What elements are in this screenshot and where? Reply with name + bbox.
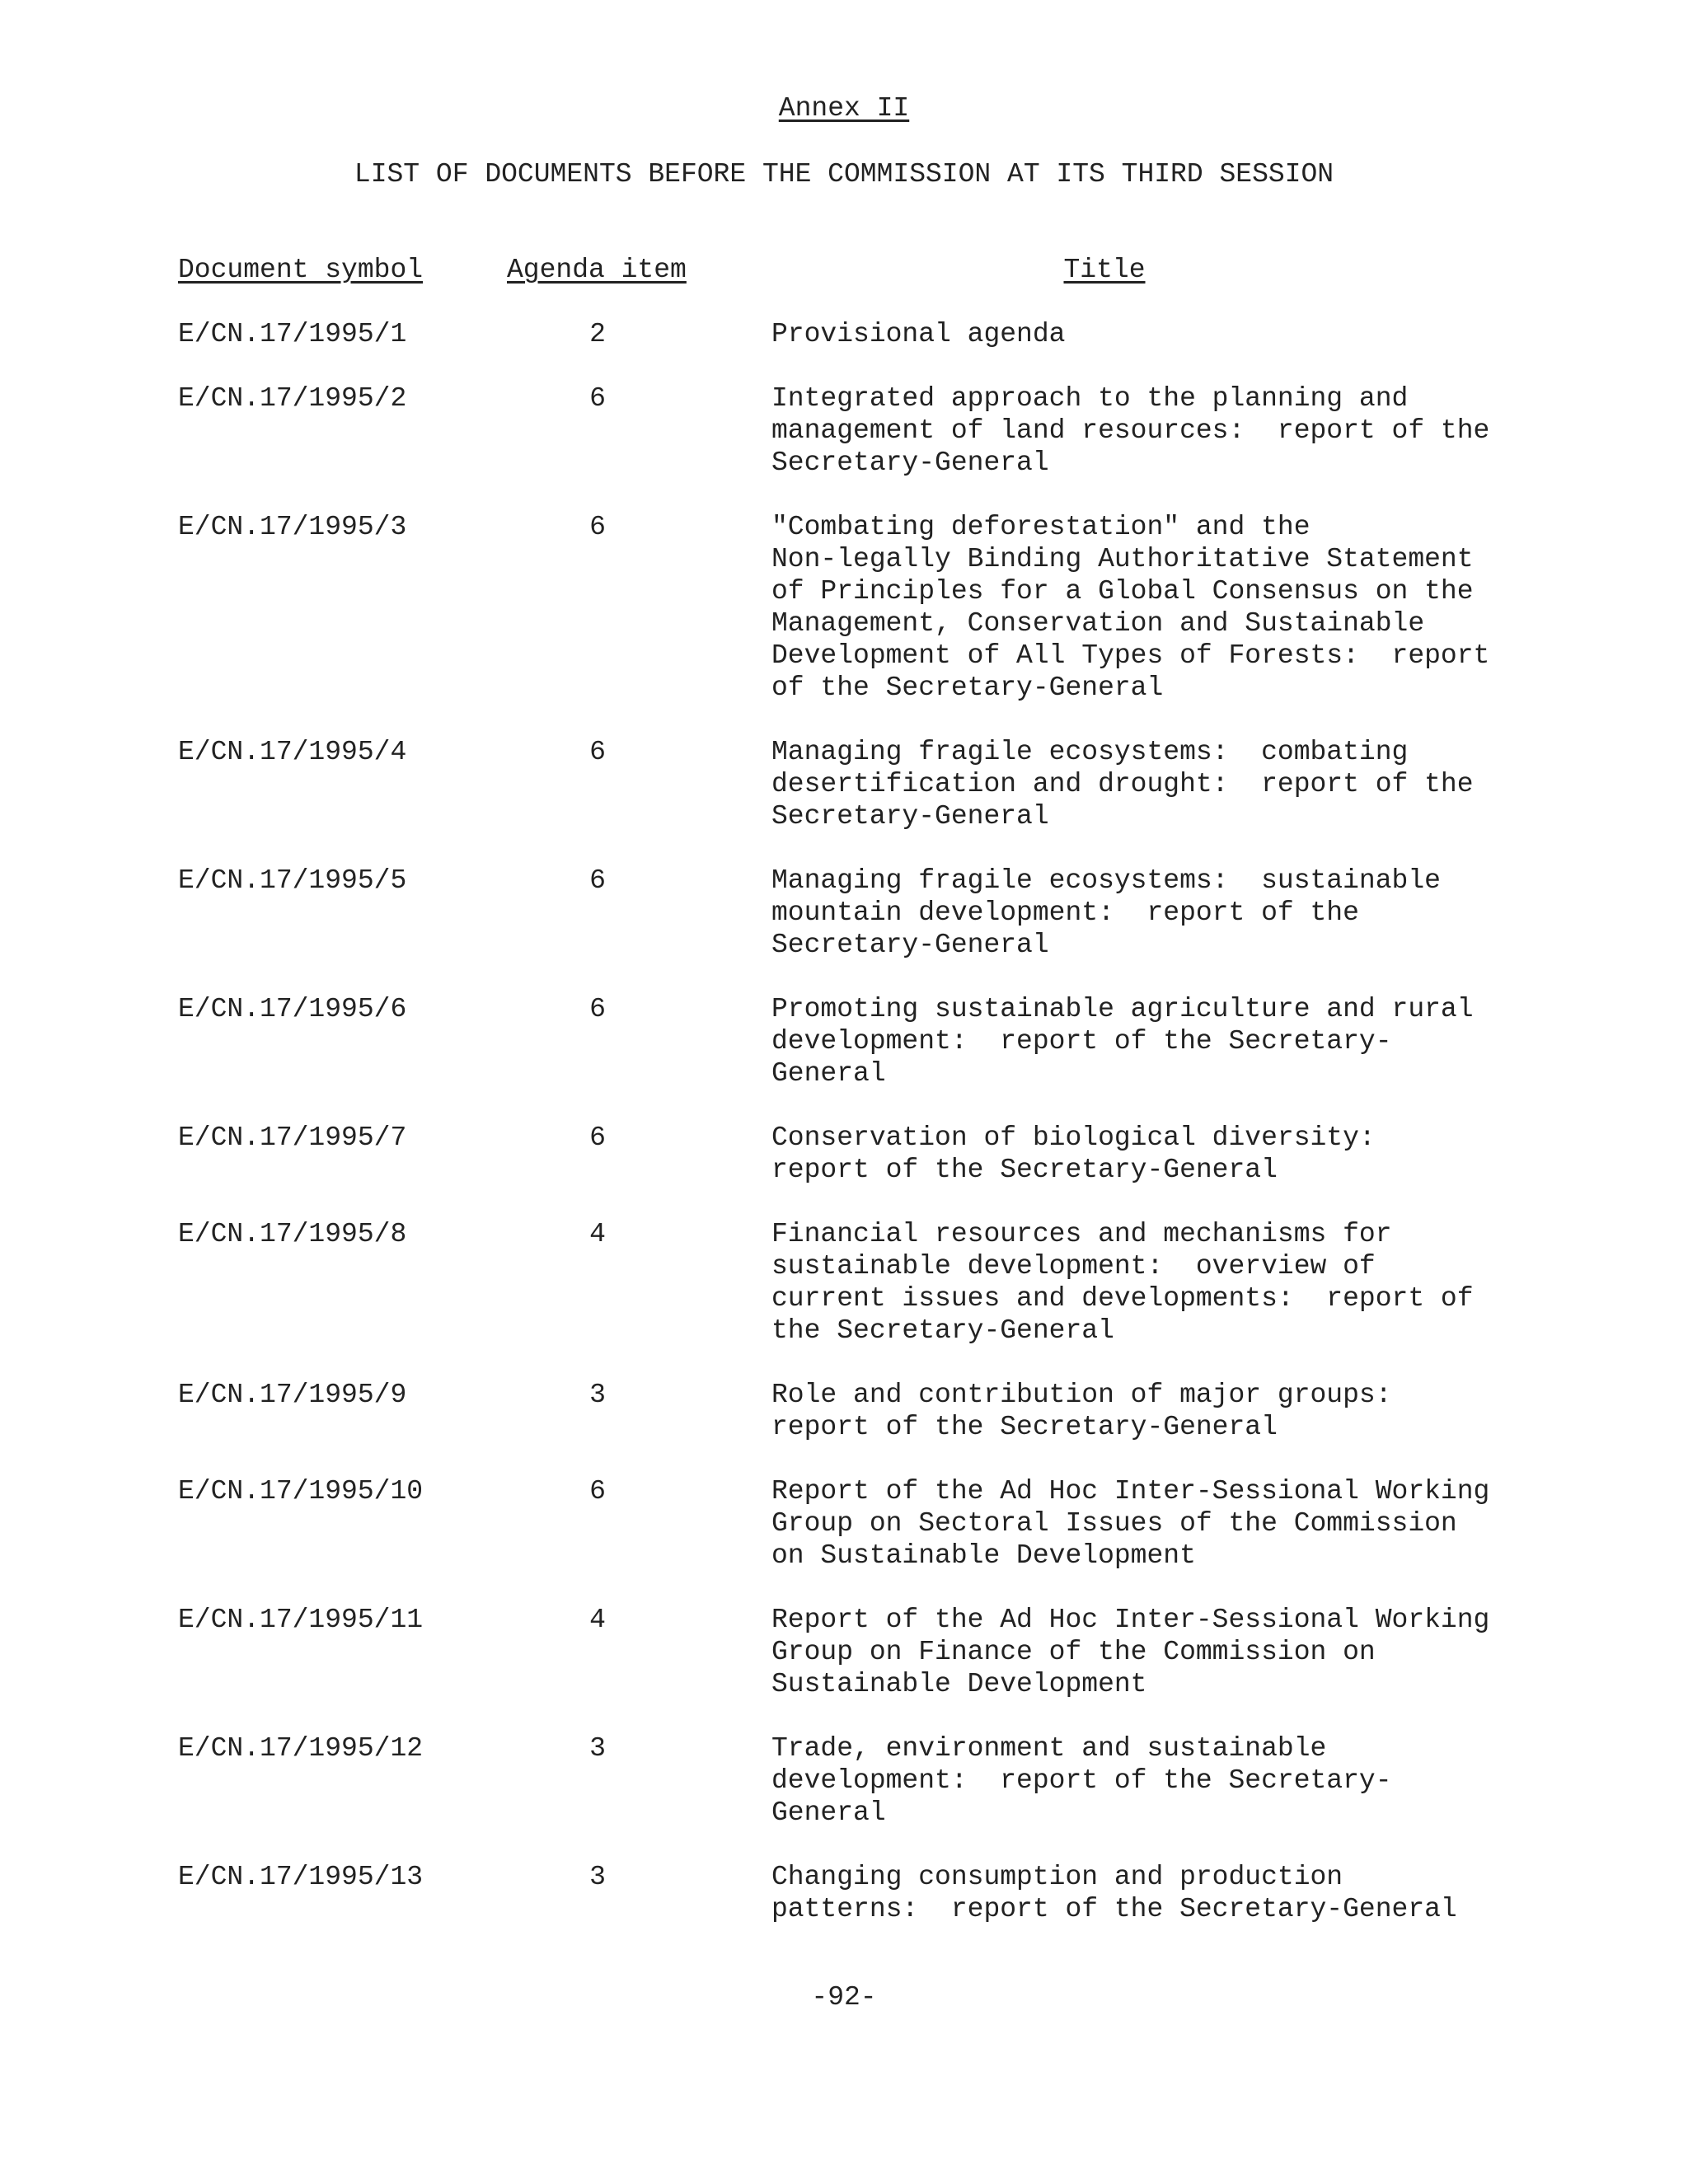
document-title: Managing fragile ecosystems: sustainable mountain development: report of the Secretary-General: [771, 865, 1441, 960]
column-header-agenda-item: Agenda item: [507, 255, 687, 285]
document-list: [0, 318, 1688, 1957]
agenda-item: 3: [589, 1733, 606, 1764]
document-row: [0, 318, 1688, 350]
document-title: Report of the Ad Hoc Inter-Sessional Working Group on Sectoral Issues of the Commission on Sustainable Development: [771, 1476, 1490, 1571]
document-row: [0, 511, 1688, 704]
document-title: "Combating deforestation" and the Non-legally Binding Authoritative Statement of Principles for a Global Consensus on the Management, Conservation and Sustainable Development of All Types of Forests: report of the Secretary-General: [771, 512, 1490, 703]
document-symbol: E/CN.17/1995/11: [178, 1605, 424, 1635]
agenda-item: 6: [589, 1122, 606, 1153]
agenda-item: 4: [589, 1605, 606, 1635]
document-row: [0, 1604, 1688, 1700]
agenda-item: 2: [589, 319, 606, 349]
column-header-title: Title: [1063, 255, 1146, 285]
document-symbol: E/CN.17/1995/12: [178, 1733, 424, 1764]
document-row: [0, 1475, 1688, 1572]
agenda-item: 6: [589, 1476, 606, 1507]
agenda-item: 6: [589, 512, 606, 542]
document-symbol: E/CN.17/1995/13: [178, 1862, 424, 1892]
column-headers: [0, 254, 1688, 287]
document-title: Trade, environment and sustainable development: report of the Secretary- General: [771, 1733, 1392, 1828]
document-row: [0, 1732, 1688, 1829]
document-symbol: E/CN.17/1995/6: [178, 994, 407, 1024]
document-symbol: E/CN.17/1995/1: [178, 319, 407, 349]
page-number: -92-: [811, 1982, 877, 2013]
document-row: [0, 736, 1688, 832]
document-title: Changing consumption and production patterns: report of the Secretary-General: [771, 1862, 1457, 1924]
document-row: [0, 1379, 1688, 1443]
agenda-item: 3: [589, 1862, 606, 1892]
document-title: Integrated approach to the planning and management of land resources: report of the Secretary-General: [771, 383, 1490, 478]
document-symbol: E/CN.17/1995/3: [178, 512, 407, 542]
agenda-item: 6: [589, 994, 606, 1024]
document-symbol: E/CN.17/1995/8: [178, 1219, 407, 1249]
document-row: [0, 1861, 1688, 1925]
document-row: [0, 865, 1688, 961]
document-title: Role and contribution of major groups: report of the Secretary-General: [771, 1380, 1392, 1442]
agenda-item: 4: [589, 1219, 606, 1249]
agenda-item: 6: [589, 383, 606, 414]
document-title: Report of the Ad Hoc Inter-Sessional Working Group on Finance of the Commission on Sustainable Development: [771, 1605, 1490, 1699]
document-symbol: E/CN.17/1995/4: [178, 737, 407, 767]
document-row: [0, 1122, 1688, 1186]
page-title: LIST OF DOCUMENTS BEFORE THE COMMISSION AT ITS THIRD SESSION: [354, 159, 1334, 190]
document-title: Conservation of biological diversity: report of the Secretary-General: [771, 1122, 1376, 1185]
document-title: Promoting sustainable agriculture and rural development: report of the Secretary- General: [771, 994, 1474, 1089]
document-symbol: E/CN.17/1995/7: [178, 1122, 407, 1153]
document-symbol: E/CN.17/1995/2: [178, 383, 407, 414]
document-symbol: E/CN.17/1995/9: [178, 1380, 407, 1410]
annex-heading: Annex II: [778, 93, 910, 124]
column-header-document-symbol: Document symbol: [178, 255, 424, 285]
document-title: Managing fragile ecosystems: combating desertification and drought: report of the Secretary-General: [771, 737, 1474, 832]
document-symbol: E/CN.17/1995/5: [178, 865, 407, 896]
document-row: [0, 1218, 1688, 1347]
document-title: Provisional agenda: [771, 319, 1066, 349]
agenda-item: 3: [589, 1380, 606, 1410]
document-row: [0, 993, 1688, 1090]
document-row: [0, 382, 1688, 479]
agenda-item: 6: [589, 737, 606, 767]
agenda-item: 6: [589, 865, 606, 896]
document-symbol: E/CN.17/1995/10: [178, 1476, 424, 1507]
document-title: Financial resources and mechanisms for sustainable development: overview of current issues and developments: report of the Secretary-General: [771, 1219, 1474, 1346]
